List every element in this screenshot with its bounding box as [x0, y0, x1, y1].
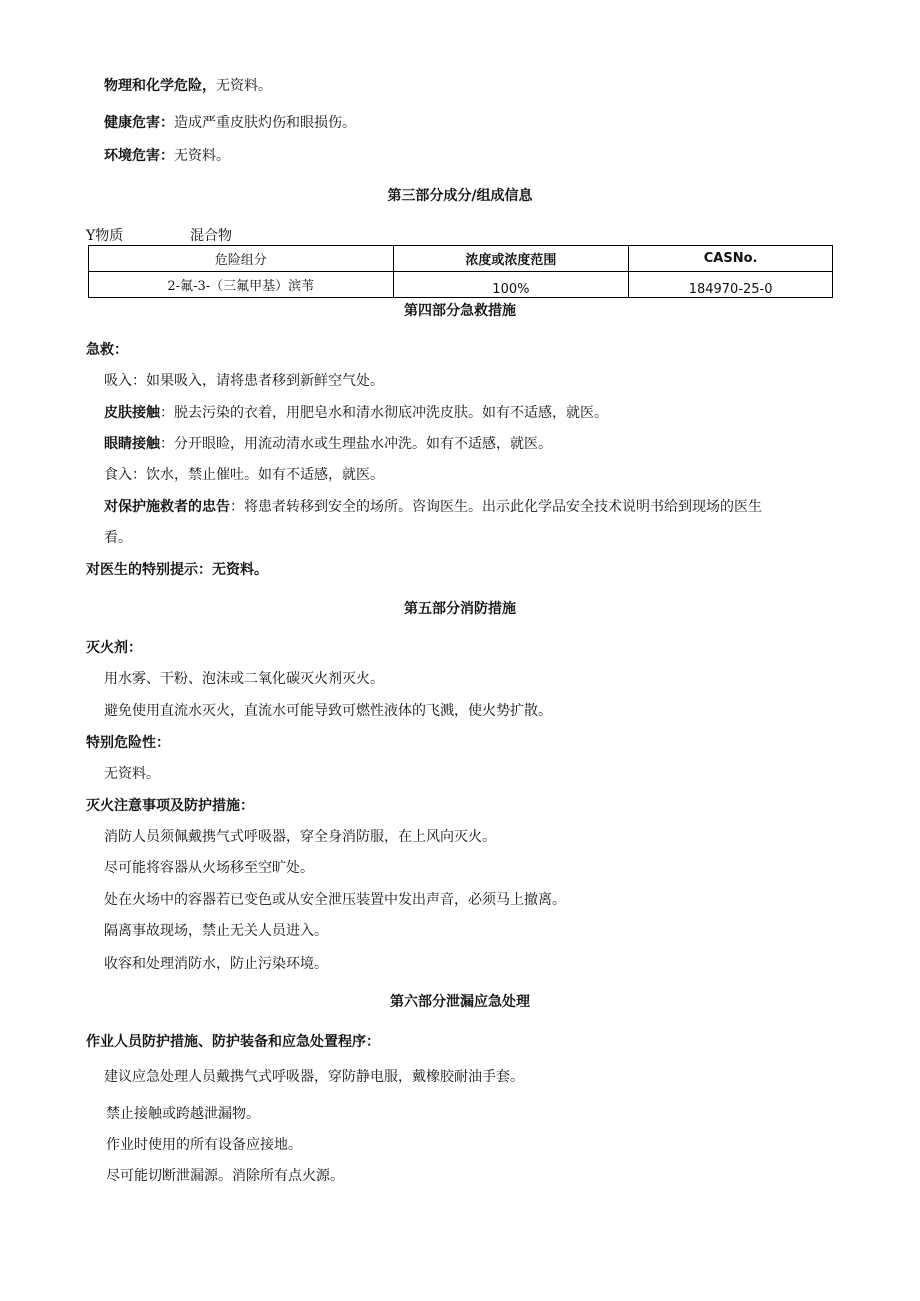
- section3-title: 第三部分成分/组成信息: [387, 188, 533, 204]
- precaution-item: 尽可能将容器从火场移至空旷处。: [104, 860, 314, 876]
- doctor-note: 对医生的特别提示：无资料。: [86, 562, 268, 578]
- composition-table: [88, 245, 833, 298]
- table-header-component: 危险组分: [89, 246, 394, 272]
- extinguishing-agent-heading: 灭火剂：: [86, 640, 142, 656]
- precaution-item: 收容和处理消防水，防止污染环境。: [104, 956, 328, 972]
- firefighting-precaution-heading: 灭火注意事项及防护措施：: [86, 798, 254, 814]
- precaution-item: 消防人员须佩戴携气式呼吸器，穿全身消防服，在上风向灭火。: [104, 829, 496, 845]
- environment-hazard-text: 无资料。: [174, 148, 230, 164]
- health-hazard-line: [104, 113, 356, 133]
- table-row: [89, 272, 833, 298]
- physical-hazard-line: [104, 76, 272, 96]
- physical-hazard-label: 物理和化学危险，: [104, 78, 216, 94]
- component-name-cell: 2-氟-3-（三氟甲基）滨苇: [89, 272, 394, 298]
- spill-item: 作业时使用的所有设备应接地。: [106, 1137, 302, 1153]
- mixture-label: 混合物: [190, 228, 232, 244]
- spill-item: 建议应急处理人员戴携气式呼吸器，穿防静电服，戴橡胶耐油手套。: [104, 1069, 524, 1085]
- table-header-cas: CASNo.: [629, 246, 833, 272]
- personnel-protection-heading: 作业人员防护措施、防护装备和应急处置程序：: [86, 1034, 380, 1050]
- ingestion-line: 食入：饮水，禁止催吐。如有不适感，就医。: [104, 467, 384, 483]
- eye-contact-text: ：分开眼睑，用流动清水或生理盐水冲洗。如有不适感，就医。: [160, 436, 552, 452]
- rescuer-advice-text: ：将患者转移到安全的场所。咨询医生。出示此化学品安全技术说明书给到现场的医生: [230, 499, 762, 515]
- rescuer-advice-continuation: 看。: [104, 530, 132, 546]
- eye-contact-label: 眼睛接触: [104, 436, 160, 452]
- first-aid-heading: 急救：: [86, 342, 128, 358]
- skin-contact-line: [104, 403, 608, 423]
- spill-item: 禁止接触或跨越泄漏物。: [106, 1106, 260, 1122]
- cas-number-cell: 184970-25-0: [629, 272, 833, 298]
- section6-title: 第六部分泄漏应急处理: [390, 994, 530, 1010]
- rescuer-advice-label: 对保护施救者的忠告: [104, 499, 230, 515]
- section4-title: 第四部分急救措施: [404, 303, 516, 319]
- table-header-concentration: 浓度或浓度范围: [393, 246, 629, 272]
- special-hazard-text: 无资料。: [104, 766, 160, 782]
- precaution-item: 处在火场中的容器若已变色或从安全泄压装置中发出声音，必须马上撤离。: [104, 892, 566, 908]
- precaution-item: 隔离事故现场，禁止无关人员进入。: [104, 923, 328, 939]
- physical-hazard-text: 无资料。: [216, 78, 272, 94]
- concentration-cell: 100%: [393, 272, 629, 298]
- environment-hazard-label: 环境危害：: [104, 148, 174, 164]
- section5-title: 第五部分消防措施: [404, 601, 516, 617]
- environment-hazard-line: [104, 146, 230, 166]
- rescuer-advice-line: [104, 497, 762, 517]
- extinguishing-agent-line-1: 用水雾、干粉、泡沫或二氧化碳灭火剂灭火。: [104, 671, 384, 687]
- skin-contact-label: 皮肤接触: [104, 405, 160, 421]
- extinguishing-agent-line-2: 避免使用直流水灭火，直流水可能导致可燃性液体的飞溅，使火势扩散。: [104, 703, 552, 719]
- spill-item: 尽可能切断泄漏源。消除所有点火源。: [106, 1168, 344, 1184]
- health-hazard-label: 健康危害：: [104, 115, 174, 131]
- table-header-row: [89, 246, 833, 272]
- inhalation-line: 吸入：如果吸入，请将患者移到新鲜空气处。: [104, 373, 384, 389]
- skin-contact-text: ：脱去污染的衣着，用肥皂水和清水彻底冲洗皮肤。如有不适感，就医。: [160, 405, 608, 421]
- special-hazard-heading: 特别危险性：: [86, 735, 170, 751]
- substance-label: Y物质: [86, 228, 124, 244]
- eye-contact-line: [104, 434, 552, 454]
- health-hazard-text: 造成严重皮肤灼伤和眼损伤。: [174, 115, 356, 131]
